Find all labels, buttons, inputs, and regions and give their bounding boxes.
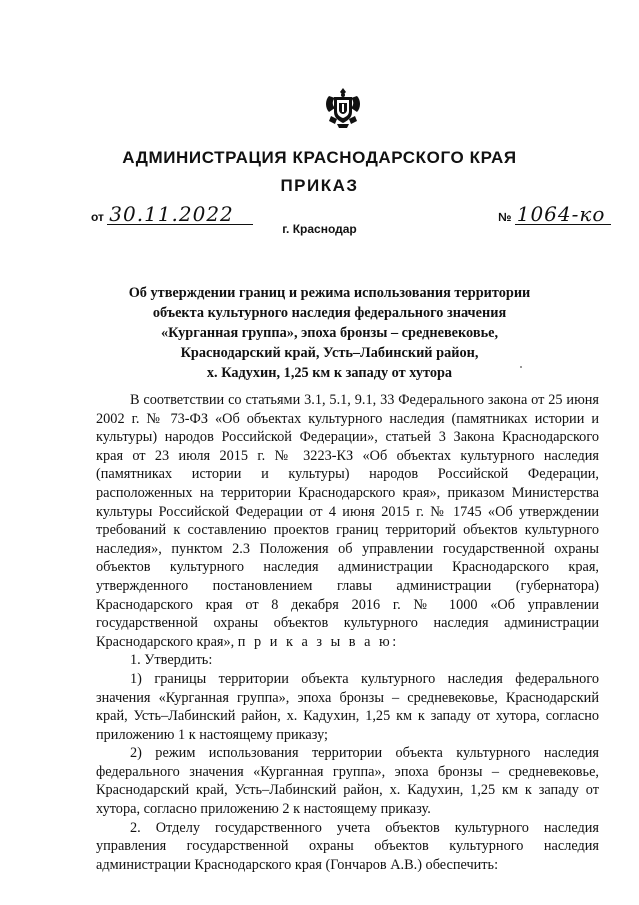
document-type: ПРИКАЗ bbox=[280, 176, 359, 195]
organization-title: АДМИНИСТРАЦИЯ КРАСНОДАРСКОГО КРАЯ bbox=[122, 148, 517, 167]
preamble-paragraph bbox=[96, 391, 599, 651]
subject-line: Об утверждении границ и режима использования территории bbox=[128, 285, 531, 301]
subject-line: «Курганная группа», эпоха бронзы – средневековье, bbox=[160, 325, 499, 341]
document-subject bbox=[100, 283, 559, 383]
number-prefix: № bbox=[498, 210, 512, 224]
document-body bbox=[96, 391, 599, 874]
item-1-1: 1) границы территории объекта культурного наследия федерального значения «Курганная группа», эпоха бронзы – средневековье, Краснодарский край, Усть–Лабинский район, х. Кадухин, 1,25 км к западу от хутора, согласно приложению 1 к настоящему приказу; bbox=[96, 670, 599, 743]
item-2: 2. Отделу государственного учета объектов культурного наследия управления государственной охраны объектов культурного наследия администрации Краснодарского края (Гончаров А.В.) обеспечить: bbox=[96, 819, 599, 873]
subject-line: Краснодарский край, Усть–Лабинский район, bbox=[180, 345, 479, 361]
item-1-2: 2) режим использования территории объекта культурного наследия федерального значения «Курганная группа», эпоха бронзы – средневековье, Краснодарский край, Усть–Лабинский район, х. Кадухин, 1,25 км к западу от хутора, согласно приложению 2 к настоящему приказу. bbox=[96, 745, 599, 818]
handwritten-number: 1064-ко bbox=[515, 204, 611, 225]
coat-of-arms-icon bbox=[323, 86, 363, 130]
subject-line: объекта культурного наследия федерального значения bbox=[152, 305, 507, 321]
order-word: п р и к а з ы в а ю: bbox=[237, 633, 399, 650]
subject-line: х. Кадухин, 1,25 км к западу от хутора bbox=[206, 365, 453, 381]
date-prefix: от bbox=[91, 210, 104, 224]
preamble-text: В соответствии со статьями 3.1, 5.1, 9.1, 33 Федерального закона от 25 июня 2002 г. № 73-ФЗ «Об объектах культурного наследия (памятниках истории и культуры) народов Российской Федерации», статьей 3 Закона Краснодарского края от 23 июля 2015 г. № 3223-КЗ «Об объектах культурного наследия (памятниках истории и культуры) народов Российской Федерации, расположенных на территории Краснодарского края», приказом Министерства культуры Российской Федерации от 4 июня 2015 г. № 1745 «Об утверждении требований к составлению проектов границ территорий объектов культурного наследия», пунктом 2.3 Положения об управлении государственной охраны объектов культурного наследия администрации Краснодарского края, утвержденного постановлением главы администрации (губернатора) Краснодарского края от 8 декабря 2016 г. № 1000 «Об управлении государственной охраны объектов культурного наследия администрации Краснодарского края», bbox=[96, 392, 599, 650]
handwritten-date: 30.11.2022 bbox=[107, 204, 253, 225]
item-1: 1. Утвердить: bbox=[130, 652, 213, 669]
scan-speck bbox=[520, 366, 522, 368]
city-label: г. Краснодар bbox=[282, 222, 357, 236]
